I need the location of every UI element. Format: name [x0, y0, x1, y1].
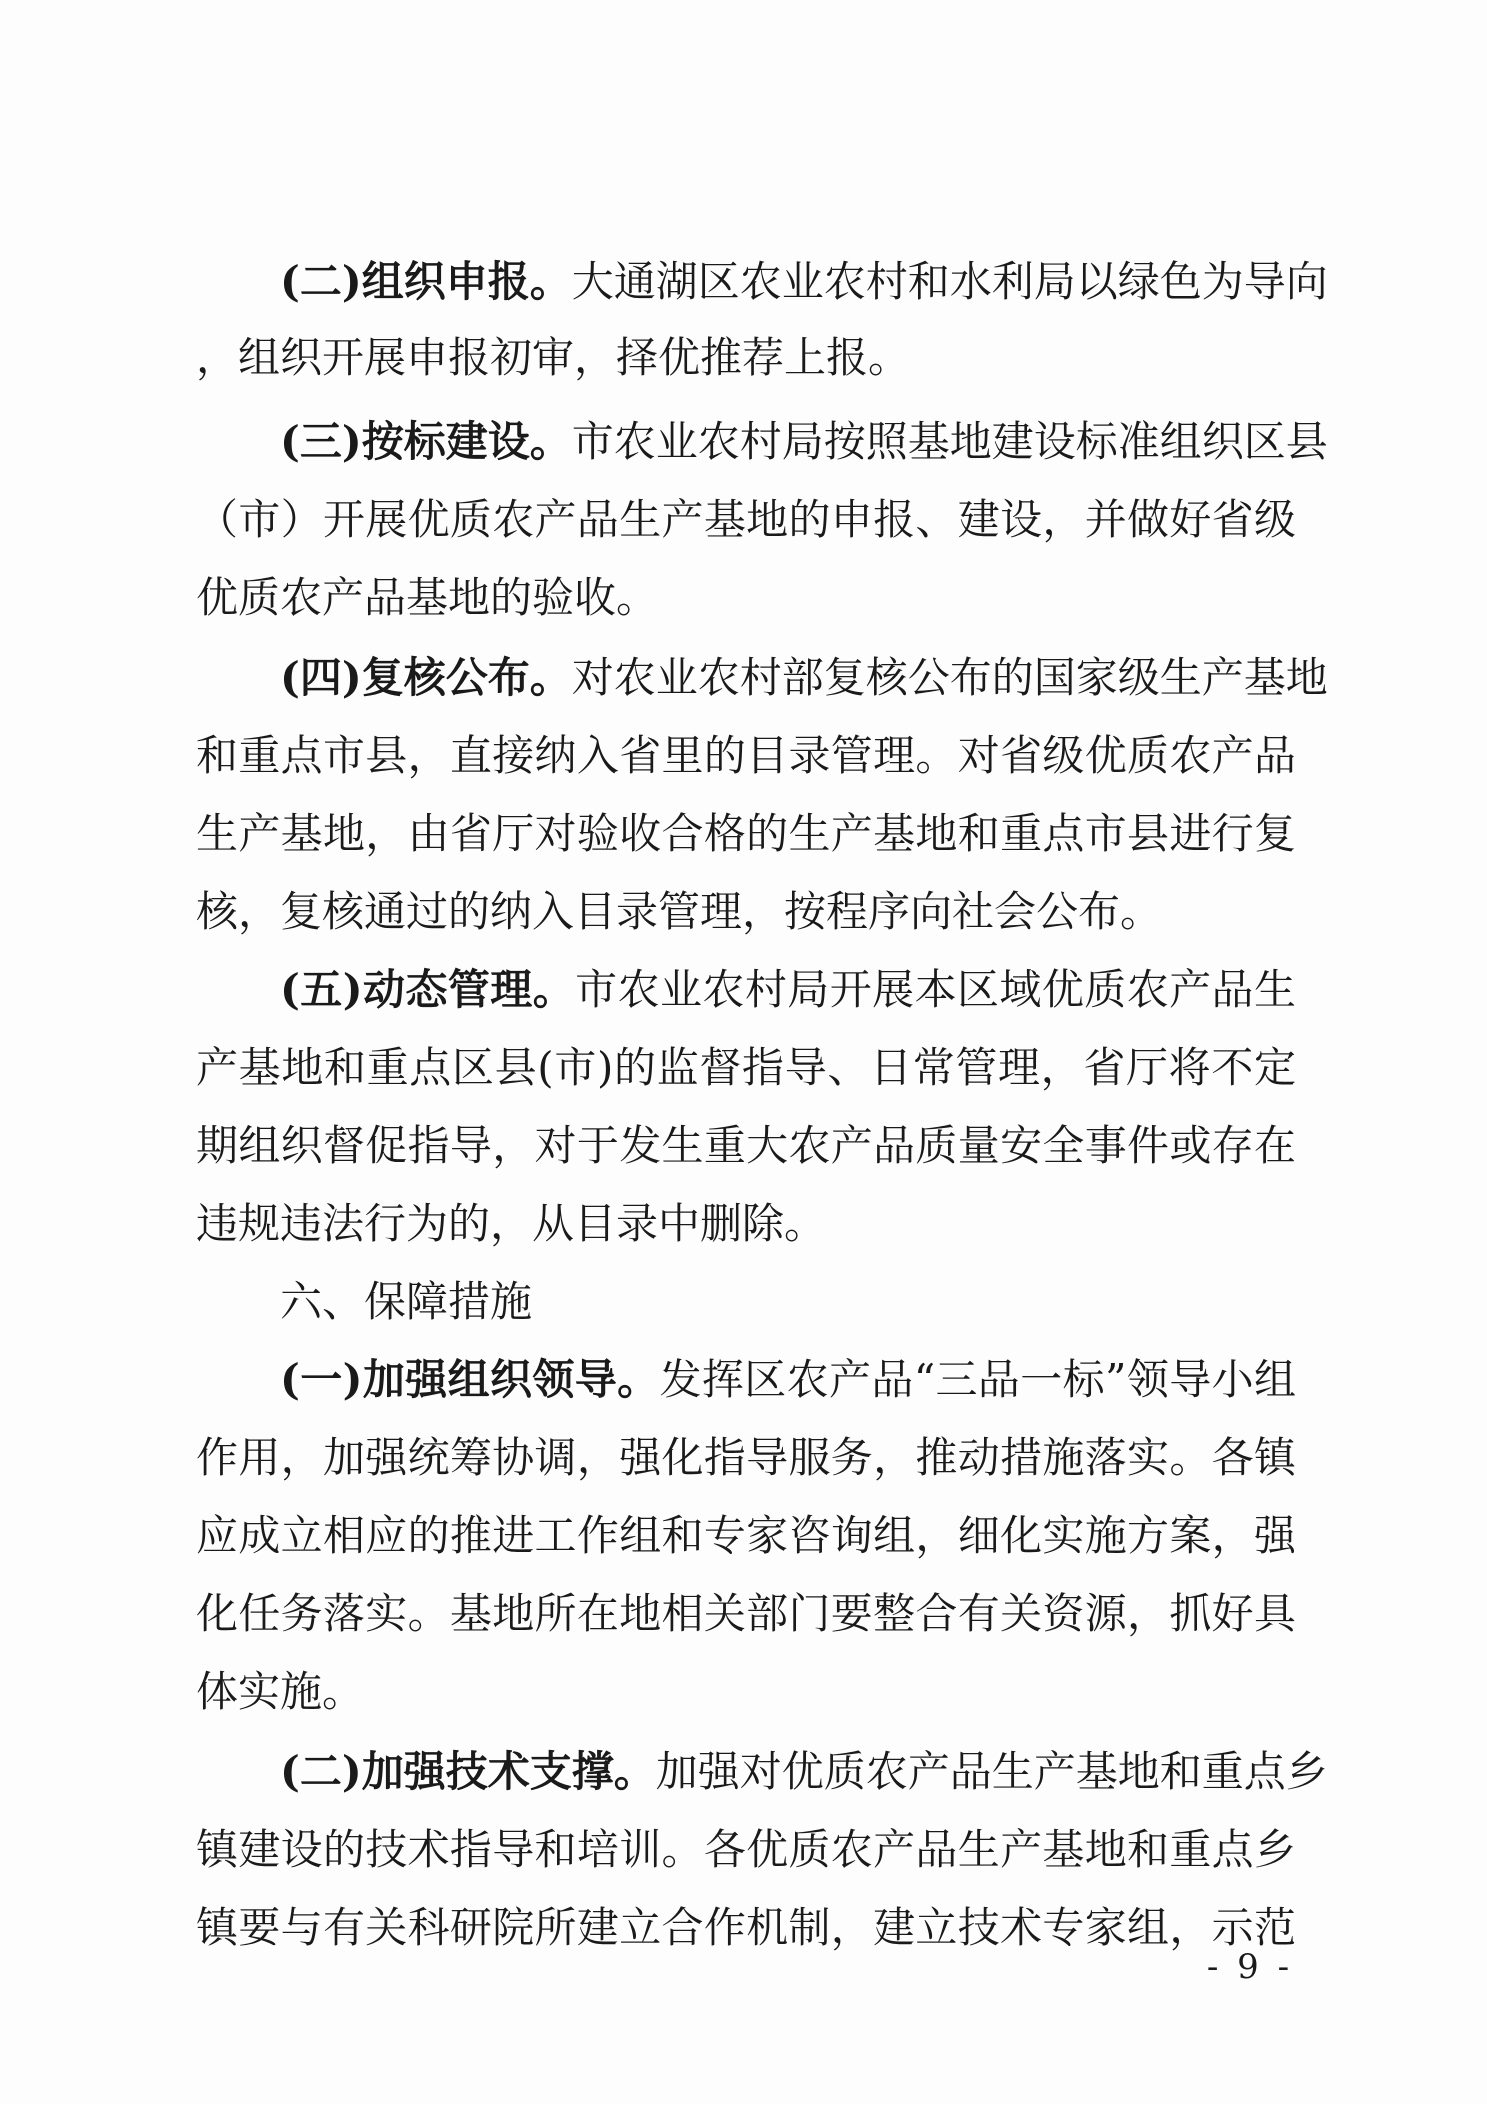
- paragraph-organization-leadership-line-3: 应成立相应的推进工作组和专家咨询组，细化实施方案，强: [196, 1511, 1296, 1560]
- paragraph-review-publish-line-2: 和重点市县，直接纳入省里的目录管理。对省级优质农产品: [196, 731, 1296, 780]
- paragraph-dynamic-management-line-4: 违规违法行为的，从目录中删除。: [196, 1199, 827, 1248]
- paragraph-review-publish-line-4: 核，复核通过的纳入目录管理，按程序向社会公布。: [196, 887, 1163, 936]
- paragraph-dynamic-management-line-1: (五)动态管理。市农业农村局开展本区域优质农产品生: [280, 965, 1296, 1014]
- paragraph-organization-leadership-line-4: 化任务落实。基地所在地相关部门要整合有关资源，抓好具: [196, 1589, 1296, 1638]
- paragraph-organization-leadership-line-5: 体实施。: [196, 1667, 365, 1716]
- section-heading: 六、保障措施: [280, 1277, 533, 1326]
- paragraph-organization-leadership-line-1: (一)加强组织领导。发挥区农产品“三品一标”领导小组: [280, 1355, 1296, 1404]
- paragraph-standard-build-line-2: （市）开展优质农产品生产基地的申报、建设，并做好省级: [196, 495, 1296, 544]
- paragraph-review-publish-line-1: (四)复核公布。对农业农村部复核公布的国家级生产基地: [280, 653, 1328, 702]
- paragraph-title: (四)复核公布。: [280, 653, 572, 702]
- page-number: - 9 -: [1206, 1947, 1294, 1987]
- paragraph-title: (二)组织申报。: [280, 257, 572, 306]
- paragraph-organization-leadership-line-2: 作用，加强统筹协调，强化指导服务，推动措施落实。各镇: [196, 1433, 1296, 1482]
- paragraph-technical-support-line-3: 镇要与有关科研院所建立合作机制，建立技术专家组，示范: [196, 1903, 1296, 1952]
- paragraph-title: (一)加强组织领导。: [280, 1355, 660, 1404]
- paragraph-standard-build-line-3: 优质农产品基地的验收。: [196, 573, 659, 622]
- paragraph-technical-support-line-1: (二)加强技术支撑。加强对优质农产品生产基地和重点乡: [280, 1747, 1328, 1796]
- paragraph-title: (五)动态管理。: [280, 965, 576, 1014]
- paragraph-organize-report-line-2: ，组织开展申报初审，择优推荐上报。: [196, 333, 911, 382]
- paragraph-technical-support-line-2: 镇建设的技术指导和培训。各优质农产品生产基地和重点乡: [196, 1825, 1296, 1874]
- paragraph-review-publish-line-3: 生产基地，由省厅对验收合格的生产基地和重点市县进行复: [196, 809, 1296, 858]
- paragraph-title: (三)按标建设。: [280, 417, 572, 466]
- paragraph-standard-build-line-1: (三)按标建设。市农业农村局按照基地建设标准组织区县: [280, 417, 1328, 466]
- paragraph-dynamic-management-line-2: 产基地和重点区县(市)的监督指导、日常管理，省厅将不定: [196, 1043, 1296, 1092]
- paragraph-organize-report-line-1: (二)组织申报。大通湖区农业农村和水利局以绿色为导向: [280, 257, 1328, 306]
- paragraph-dynamic-management-line-3: 期组织督促指导，对于发生重大农产品质量安全事件或存在: [196, 1121, 1296, 1170]
- paragraph-title: (二)加强技术支撑。: [280, 1747, 656, 1796]
